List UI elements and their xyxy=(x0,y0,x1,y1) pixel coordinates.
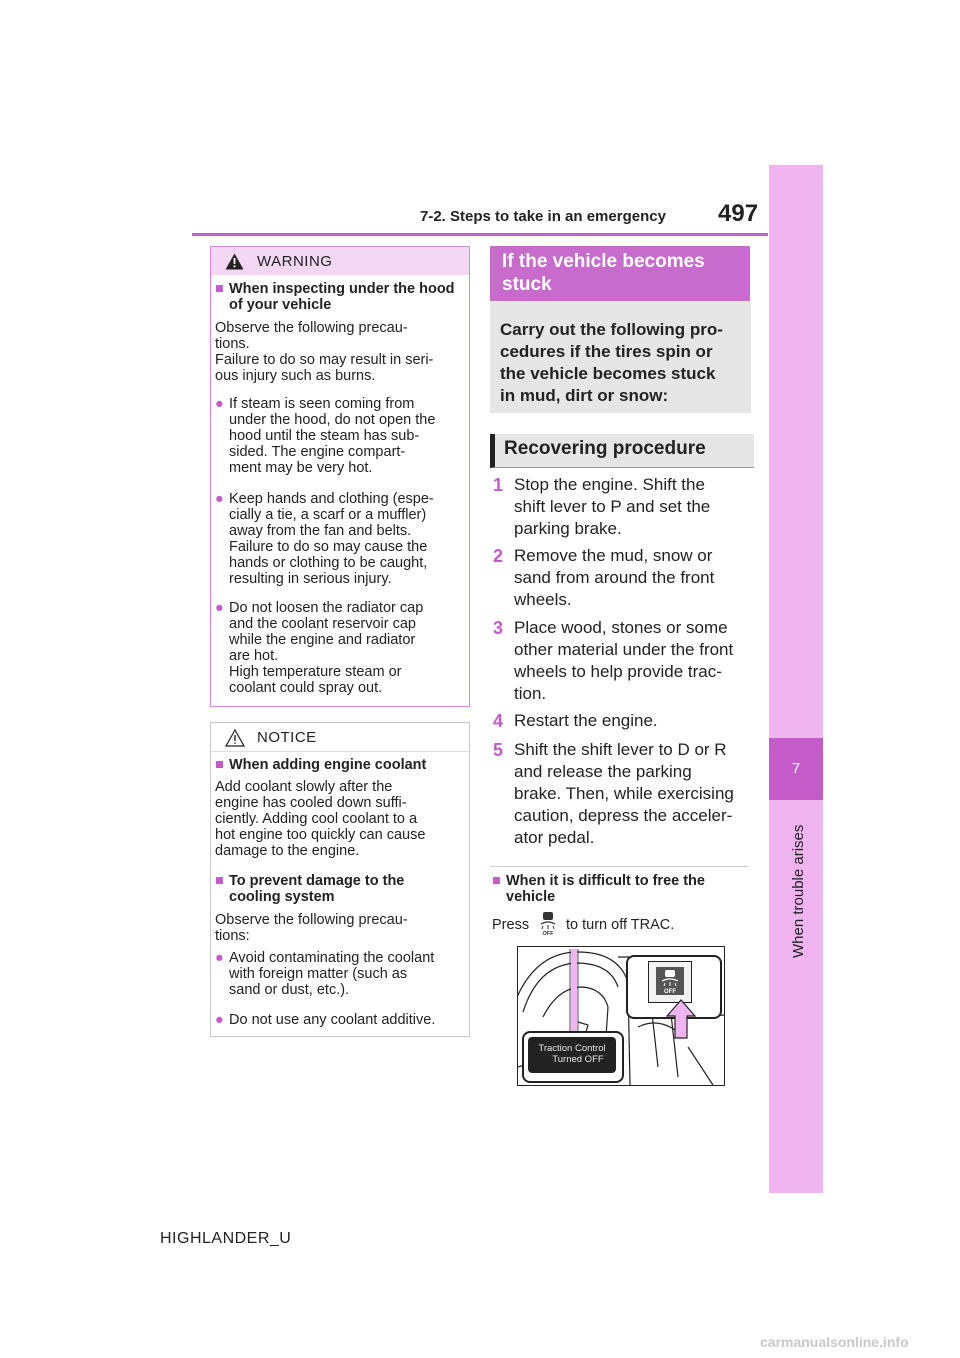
svg-text:OFF: OFF xyxy=(542,931,554,936)
chapter-label: When trouble arises xyxy=(790,824,807,958)
step-4: 4 Restart the engine. xyxy=(493,711,658,731)
trac-off-switch-icon xyxy=(658,968,682,994)
watermark: carmanualsonline.info xyxy=(760,1334,909,1350)
step-1: 1 Stop the engine. Shift the shift lever to P and set the parking brake. xyxy=(493,475,711,538)
recovering-procedure-heading: Recovering procedure xyxy=(490,434,754,468)
dashboard-illustration xyxy=(517,946,725,1086)
warning-heading-square: ■ xyxy=(215,281,224,297)
notice-heading-square: ■ xyxy=(215,757,224,773)
step-5: 5 Shift the shift lever to D or R and release the parking brake. Then, while exercising caution, depress the acceler- ator pedal. xyxy=(493,740,734,847)
notice-paragraph: Add coolant slowly after the engine has cooled down suffi- ciently. Adding cool coolant to a hot engine too quickly can cause damage to the engine. xyxy=(215,779,426,859)
note-heading-square: ■ xyxy=(492,873,501,889)
trac-off-switch xyxy=(648,961,692,1003)
warning-triangle-icon xyxy=(225,253,244,270)
chapter-number: 7 xyxy=(769,738,823,800)
section-title: 7-2. Steps to take in an emergency xyxy=(420,208,666,225)
note-press-text: Press xyxy=(492,917,530,933)
step-2: 2 Remove the mud, snow or sand from around the front wheels. xyxy=(493,546,715,609)
notice-bullet: ● Avoid contaminating the coolant with foreign matter (such as sand or dust, etc.). xyxy=(215,950,435,998)
warning-heading: When inspecting under the hood of your vehicle xyxy=(229,281,455,313)
multi-info-display xyxy=(528,1037,616,1073)
switch-face xyxy=(656,967,684,995)
warning-bullet: ● Do not loosen the radiator cap and the coolant reservoir cap while the engine and radiator are hot. High temperature steam or coolant could spray out. xyxy=(215,600,424,696)
notice-header xyxy=(211,723,469,752)
page-number: 497 xyxy=(718,200,759,227)
trac-off-icon xyxy=(538,910,558,936)
caution-triangle-icon xyxy=(225,729,245,747)
warning-title: WARNING xyxy=(257,253,333,270)
callout-connector xyxy=(556,947,596,1037)
notice-heading: When adding engine coolant xyxy=(229,757,427,773)
section-divider xyxy=(490,866,749,867)
header-rule xyxy=(192,233,768,236)
notice-heading-square: ■ xyxy=(215,873,224,889)
stuck-section-title: If the vehicle becomes stuck xyxy=(490,246,750,301)
notice-bullet: ● Do not use any coolant additive. xyxy=(215,1012,436,1028)
notice-heading: To prevent damage to the cooling system xyxy=(229,873,405,905)
display-text-line1: Traction Control xyxy=(538,1043,606,1054)
stuck-intro-panel: Carry out the following pro- cedures if the tires spin or the vehicle becomes stuck in mud, dirt or snow: xyxy=(490,301,751,413)
warning-header xyxy=(211,247,469,275)
chapter-side-tab xyxy=(769,165,823,1193)
notice-paragraph: Observe the following precau- tions: xyxy=(215,912,408,944)
warning-bullet: ● Keep hands and clothing (espe- cially a tie, a scarf or a muffler) away from the fan and belts. Failure to do so may cause the hands or clothing to be caught, resulting in serious injury. xyxy=(215,491,434,587)
note-rest-text: to turn off TRAC. xyxy=(566,917,675,933)
display-text-line2: Turned OFF xyxy=(552,1054,604,1065)
warning-paragraph: Observe the following precau- tions. Failure to do so may result in seri- ous injury such as burns. xyxy=(215,320,434,384)
warning-bullet: ● If steam is seen coming from under the hood, do not open the hood until the steam has sub- sided. The engine compart- ment may be very hot. xyxy=(215,396,436,476)
notice-title: NOTICE xyxy=(257,729,317,746)
model-footer: HIGHLANDER_U xyxy=(160,1230,292,1247)
pointer-arrow-icon xyxy=(666,999,696,1039)
svg-text:OFF: OFF xyxy=(664,989,676,994)
step-3: 3 Place wood, stones or some other material under the front wheels to help provide trac- tion. xyxy=(493,618,734,703)
note-heading: When it is difficult to free the vehicle xyxy=(506,873,705,905)
